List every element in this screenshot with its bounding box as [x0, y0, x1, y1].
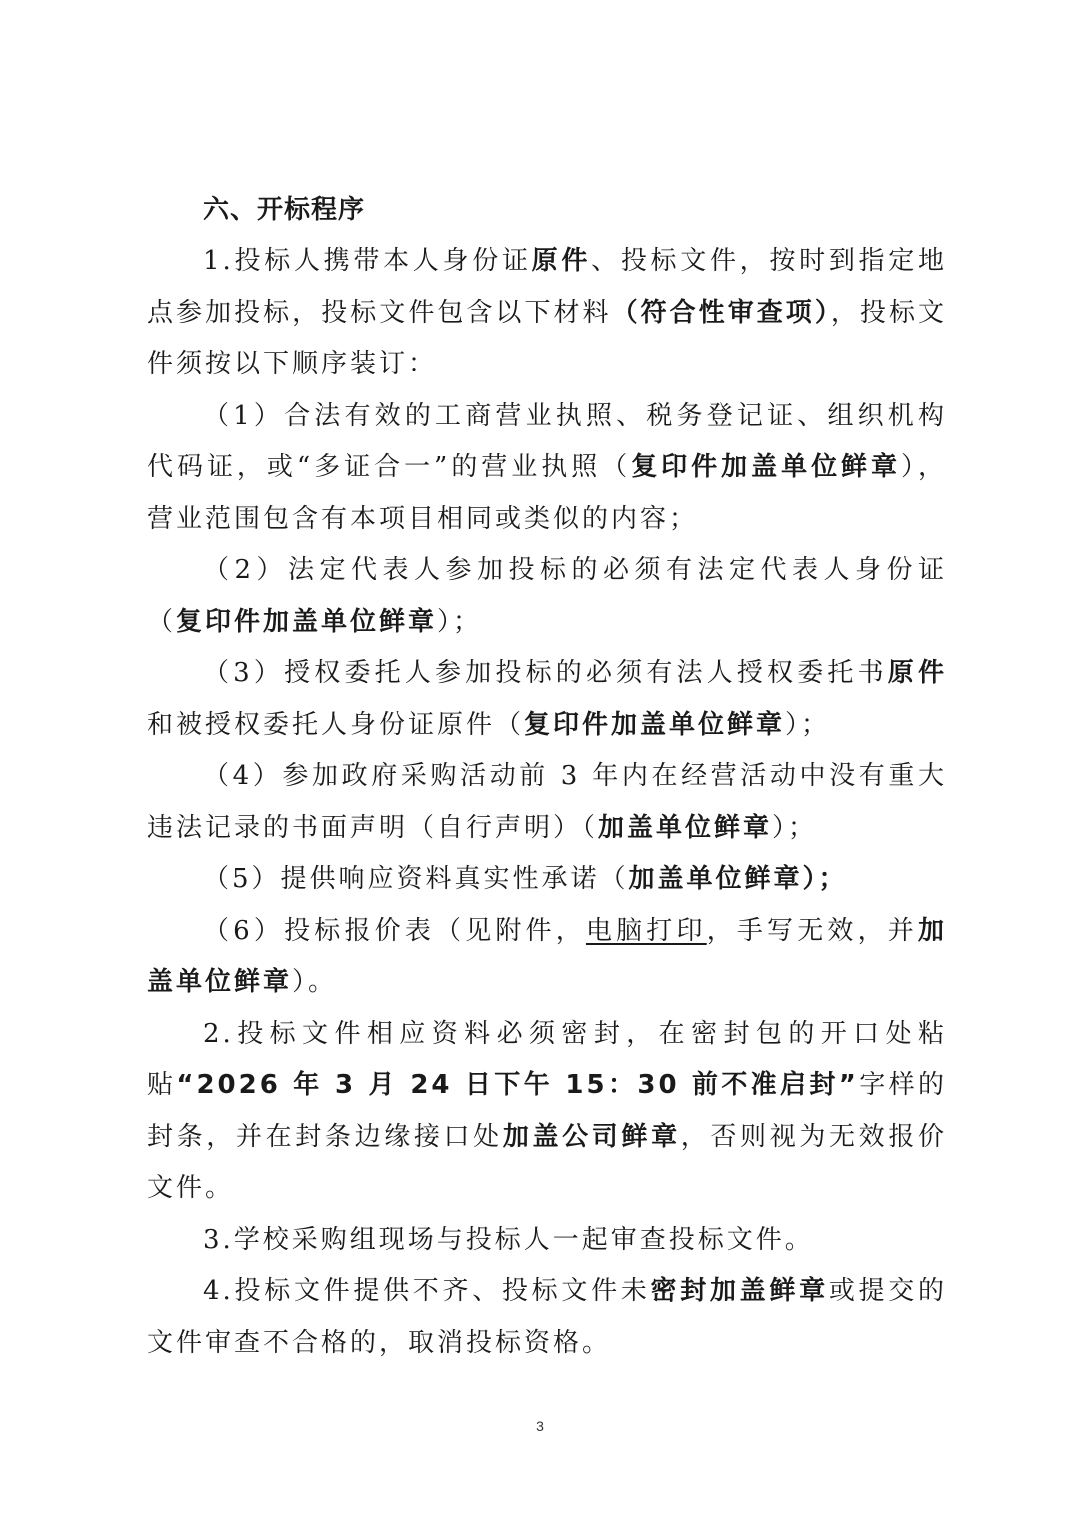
item-1-bold-compliance: （符合性审查项）	[611, 297, 831, 328]
sub-item-6-paragraph	[147, 906, 947, 1009]
item-1-text: 1.投标人携带本人身份证	[203, 246, 532, 276]
sub-item-1-text-end: ），营业范围包含有本项目相同或类似的内容；	[147, 452, 947, 534]
item-1-bold-original: 原件	[531, 246, 592, 276]
item-4-text: 4.投标文件提供不齐、投标文件未	[203, 1276, 651, 1306]
sub-item-5-paragraph	[147, 854, 947, 906]
sub-item-4-text: （4）参加政府采购活动前 3 年内在经营活动中没有重大违法记录的书面声明（自行声明）（	[147, 761, 947, 843]
sub-item-6-underline: 电脑打印	[585, 915, 707, 946]
sub-item-1-bold: 复印件加盖单位鲜章	[631, 452, 901, 482]
sub-item-4-text-end: ）；	[772, 812, 818, 843]
page-content	[147, 185, 947, 1369]
item-1-paragraph	[147, 236, 947, 391]
sub-item-3-text-mid: 和被授权委托人身份证原件（	[147, 709, 525, 740]
item-2-bold-company-seal: 加盖公司鲜章	[502, 1121, 681, 1152]
item-2-text: 2.投标文件相应资料必须密封，在密封包的开口处粘贴	[147, 1018, 947, 1100]
item-2-text-mid: 字样的封条，并在封条边缘接口处	[147, 1070, 947, 1152]
sub-item-3-text-end: ）；	[785, 709, 831, 740]
sub-item-3-bold-original: 原件	[887, 658, 947, 688]
sub-item-6-bold: 加盖单位鲜章	[147, 915, 947, 997]
sub-item-6-text: （6）投标报价表（见附件，	[203, 915, 586, 946]
sub-item-6-text-mid: ，手写无效，并	[706, 915, 918, 946]
item-2-paragraph	[147, 1009, 947, 1215]
item-2-bold-seal-notice: “2026 年 3 月 24 日下午 15：30 前不准启封”	[176, 1070, 859, 1100]
sub-item-2-text-end: ）；	[437, 606, 483, 637]
sub-item-2-text: （2）法定代表人参加投标的必须有法定代表人身份证（	[147, 555, 947, 637]
page-number: 3	[536, 1418, 544, 1434]
sub-item-5-bold: 加盖单位鲜章）；	[628, 864, 848, 894]
item-3-paragraph: 3.学校采购组现场与投标人一起审查投标文件。	[203, 1224, 814, 1255]
sub-item-4-bold: 加盖单位鲜章	[598, 812, 773, 843]
sub-item-3-paragraph	[147, 648, 947, 751]
sub-item-3-text: （3）授权委托人参加投标的必须有法人授权委托书	[203, 658, 888, 688]
item-1-text-mid: 、投标文件，按时到指定地点参加投标，投标文件包含以下材料	[147, 246, 947, 328]
sub-item-6-text-end: ）。	[292, 967, 338, 997]
sub-item-3-bold-copy: 复印件加盖单位鲜章	[524, 709, 786, 740]
item-4-text-end: 或提交的文件审查不合格的，取消投标资格。	[147, 1276, 947, 1358]
section-heading: 六、开标程序	[203, 195, 366, 225]
sub-item-1-text: （1）合法有效的工商营业执照、税务登记证、组织机构代码证，或“多证合一”的营业执照（	[147, 400, 947, 482]
sub-item-1-paragraph	[147, 391, 947, 546]
sub-item-2-bold: 复印件加盖单位鲜章	[176, 606, 438, 637]
item-4-bold: 密封加盖鲜章	[650, 1276, 829, 1306]
sub-item-4-paragraph	[147, 751, 947, 854]
sub-item-5-text: （5）提供响应资料真实性承诺（	[203, 864, 629, 894]
item-2-text-end: ，否则视为无效报价文件。	[147, 1121, 947, 1203]
item-4-paragraph	[147, 1266, 947, 1369]
item-1-text-end: ，投标文件须按以下顺序装订：	[147, 297, 947, 379]
sub-item-2-paragraph	[147, 545, 947, 648]
